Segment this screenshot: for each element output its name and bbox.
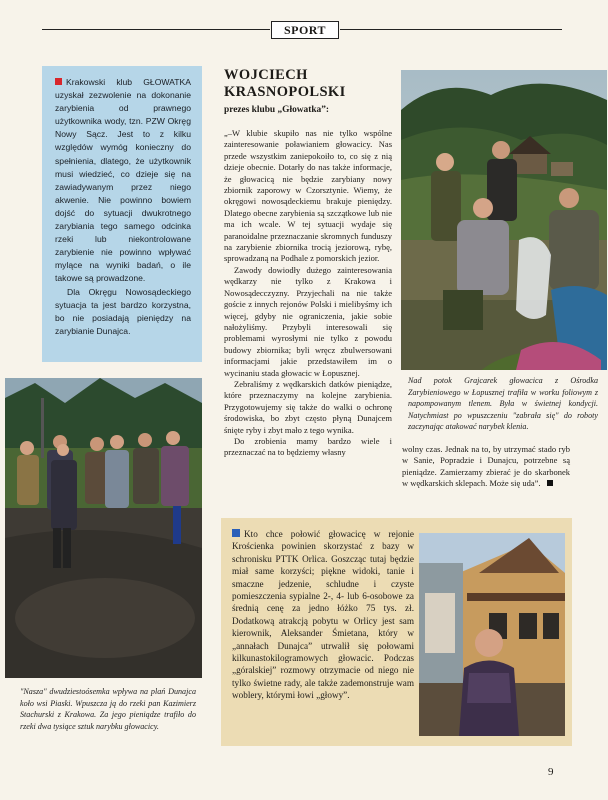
- article-subhead: prezes klubu „Głowatka”:: [224, 105, 330, 115]
- caption-left: "Nasza" dwudziestoósemka wpływa na plań Dunajca koło wsi Piaski. Wpuszcza ją do rzeki pan Kazimierz Stachurski z Krakowa. Za jego pieniądze trafiło do rzeki dwa tysiące sztuk narybku głowacicy.: [20, 687, 196, 731]
- article-continuation-text: wolny czas. Jednak na to, by utrzymać stado ryb w Sanie, Popradzie i Dunajcu, potrzebne są pieniądze. Zamierzamy zbierać je do skarbonek w wędkarskich sklepach. Może się uda”.: [402, 444, 570, 489]
- end-mark-icon: [547, 480, 553, 486]
- section-label: SPORT: [271, 21, 339, 39]
- article-paragraph-2: Zawody dowiodły dużego zainteresowania wędkarzy nie tylko z Krakowa i Nowosądecczyzny. Przyjechali na nie także goście z innych rejonów Polski i mielibyśmy ich więcej, gdyby nie ograniczenia, jakie sobie nałożyliśmy. Przybyli interesowali się problemami wyrosłymi nie tylko z powodu budowy zbiornika; byli wręcz zbulwersowani informacjami jakie przedstawiłem im o wycinaniu stada głowacic w Łopusznej.: [224, 264, 392, 378]
- photo-man-building: [419, 533, 565, 736]
- article-headline: [224, 67, 394, 101]
- tan-box-text: [232, 528, 414, 702]
- page-number: 9: [548, 766, 554, 778]
- header-rule-right: [340, 29, 562, 30]
- article-paragraph-3: Zebraliśmy z wędkarskich datków pieniądze, które przeznaczymy na kolejne zarybienia. Przygotowujemy się także do walki o ochronę środowiska, bo zbyt często płyną Dunajcem śnięte ryby i zbyt mało z tego wynika.: [224, 378, 392, 435]
- info-paragraph-1-text: Krakowski klub GŁOWATKA uzyskał zezwolenie na dokonanie zarybienia od prawnego użytkownika wody, tzn. PZW Okręg Nowy Sącz. Jest to z kilku względów wymóg konieczny do spełnienia, dlatego, że użytkownik musi wiedzieć, co dzieje się na zawiadywanym przez niego akwenie. Nie powinno bowiem dojść do sytuacji dwukrotnego zarybiania tego samego odcinka rzeki lub niekontrolowane zarybienie nie powinno wpływać mylące na wyniki badań, o ile takowe są prowadzone.: [55, 77, 191, 284]
- article-paragraph-1: „–W klubie skupiło nas nie tylko wspólne zainteresowanie poławianiem głowacicy. Nas przede wszystkim zaniepokoiło to, co się z nią dzieje obecnie. Dotarły do nas także informacje, że głowacicą nie będzie zarybiany nowy zbiornik zaporowy w Czorsztynie. Wiemy, że okręgowi nowosądeckiemu brakuje pieniędzy. Dlatego obecne zarybienia są szczątkowe lub nie ma ich wcale. W tej sytuacji wydaje się paranoidalne przeznaczanie skromnych funduszy na zarybienie zbiornika trocią jeziorową, rybę, sprowadzaną na Podhale z pomorskich jezior.: [224, 128, 392, 264]
- headline-line-1: WOJCIECH: [224, 67, 308, 83]
- headline-line-2: KRASNOPOLSKI: [224, 84, 346, 100]
- article-continuation: [402, 444, 570, 490]
- info-paragraph-1: [55, 76, 191, 286]
- article-body: [224, 128, 392, 459]
- blue-square-icon: [232, 529, 240, 537]
- header-rule-left: [42, 29, 270, 30]
- photo-anglers-stream: [401, 70, 607, 370]
- article-paragraph-4: Do zrobienia mamy bardzo wiele i przeznaczać na to będziemy własny: [224, 435, 392, 458]
- photo-group-river: [5, 378, 202, 678]
- info-box: [42, 66, 202, 362]
- caption-right: Nad potok Grajcarek głowacica z Ośrodka Zarybieniowego w Łopusznej trafiła w worku foliowym z napompowanym tlenem. Była w świetnej kondycji. Natychmiast po wpuszczeniu "zabrała się" do roboty zaczynając atakować narybek klenia.: [408, 376, 598, 431]
- tan-box-paragraph: Kto chce połowić głowacicę w rejonie Krościenka powinien skorzystać z bazy w schronisku PTTK Orlica. Goszcząc tutaj będzie miał same korzyści; piękne widoki, tanie i smaczne jedzenie, schludne i czyste pomieszczenia sypialne 2-, 4- lub 6-osobowe za średnią cenę za jedno łóżko 75 tys. zł. Dodatkową atrakcją pobytu w Orlicy jest sam kierownik, Aleksander Śmietana, który w „annałach Dunajca” utrwalił się połowami kilkunastokilogramowych głowacic. Podczas „góralskiej” rozmowy otrzymacie od niego nie tylko świetne rady, ale także zademonstruje wam woblery, którymi łowi „głowy”.: [232, 529, 414, 701]
- info-paragraph-2: Dla Okręgu Nowosądeckiego sytuacja ta jest bardzo korzystna, bo nie posiadają pieniędzy na zarybianie Dunajca.: [55, 286, 191, 336]
- red-square-icon: [55, 78, 62, 85]
